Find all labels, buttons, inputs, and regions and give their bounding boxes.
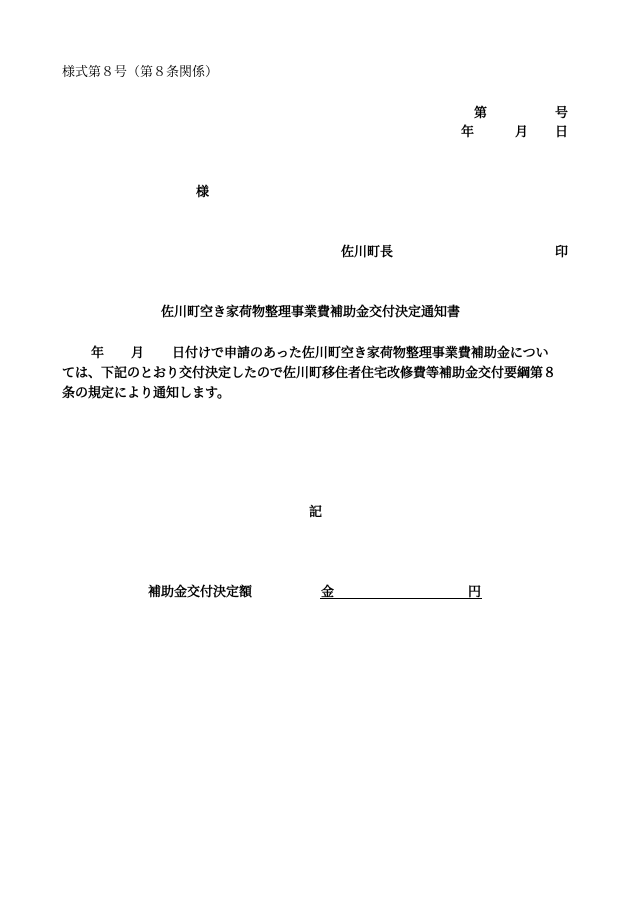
document-title: 佐川町空き家荷物整理事業費補助金交付決定通知書 bbox=[161, 305, 461, 320]
ki-heading: 記 bbox=[309, 505, 323, 520]
date-year: 年 bbox=[461, 125, 475, 140]
body-line1-text: 日付けで申請のあった佐川町空き家荷物整理事業費補助金につい bbox=[172, 346, 549, 361]
amount-underline bbox=[320, 598, 482, 599]
amount-kin: 金 bbox=[321, 585, 335, 600]
recipient-sama: 様 bbox=[196, 185, 210, 200]
body-line1-year: 年 bbox=[91, 346, 105, 361]
body-line3: 条の規定により通知します。 bbox=[62, 386, 230, 401]
doc-number-dai: 第 bbox=[474, 106, 488, 121]
date-day: 日 bbox=[555, 125, 569, 140]
amount-yen: 円 bbox=[468, 585, 482, 600]
doc-number-go: 号 bbox=[555, 106, 569, 121]
body-line1-month: 月 bbox=[131, 346, 145, 361]
amount-label: 補助金交付決定額 bbox=[148, 585, 253, 600]
date-month: 月 bbox=[515, 125, 529, 140]
issuer-title: 佐川町長 bbox=[341, 245, 394, 260]
form-number: 様式第８号（第８条関係） bbox=[62, 65, 219, 80]
issuer-seal: 印 bbox=[555, 245, 569, 260]
body-line2: ては、下記のとおり交付決定したので佐川町移住者住宅改修費等補助金交付要綱第８ bbox=[62, 366, 557, 381]
